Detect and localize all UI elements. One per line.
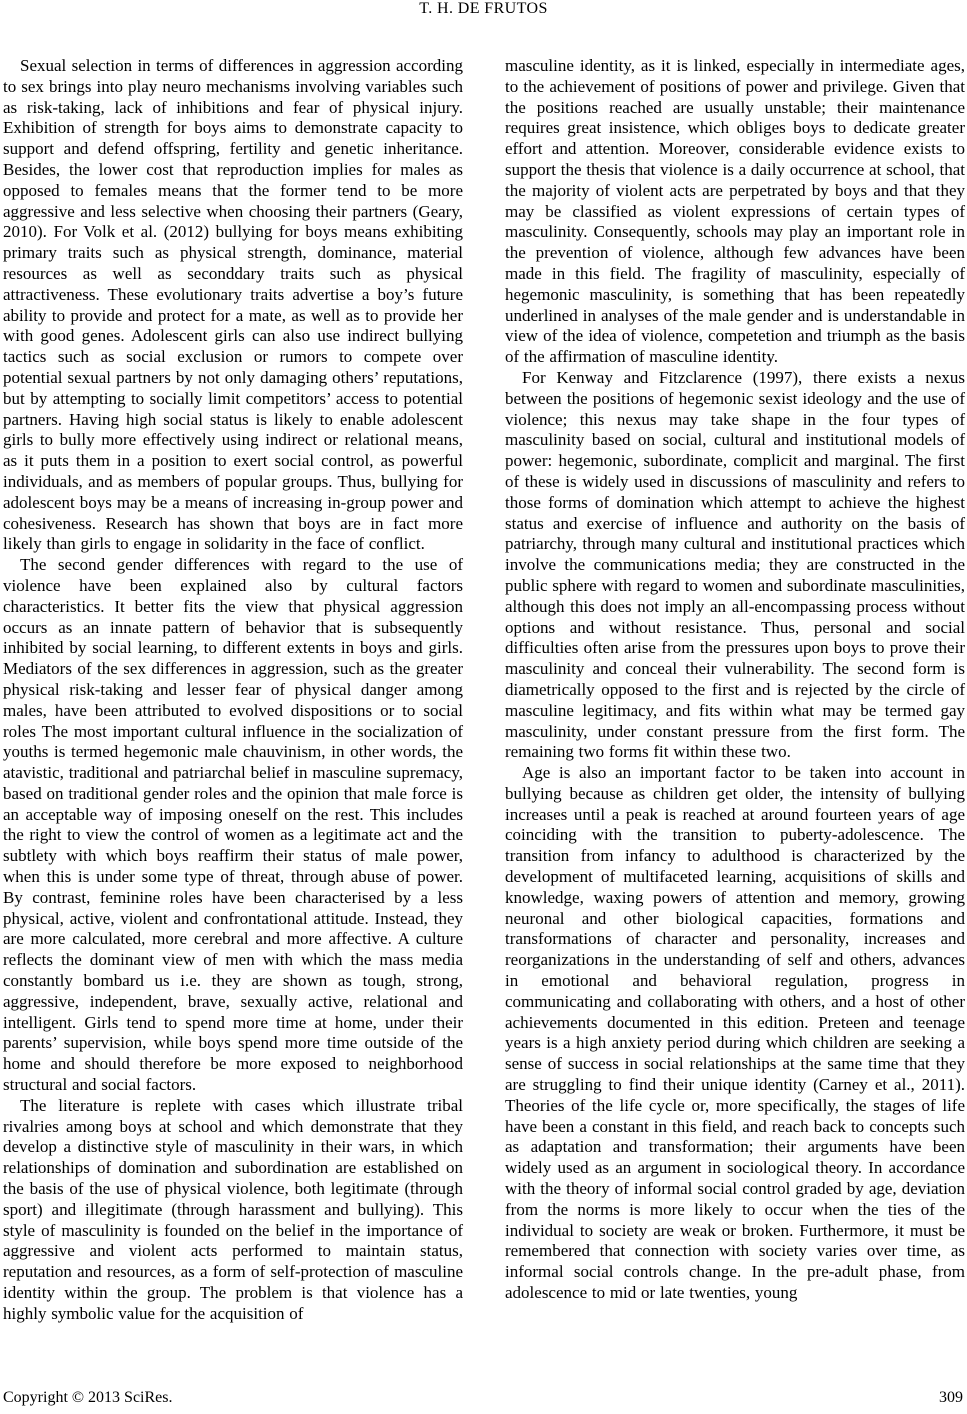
article-body — [3, 56, 965, 1325]
running-header — [0, 0, 967, 18]
paragraph-masculine-identity-continuation: masculine identity, as it is linked, especially in intermediate ages, to the achievement of positions of power and privilege. Given that the positions reached are usually unstable; their maintenance requires great insistence, which obliges boys to dedicate greater effort and attention. Moreover, considerable evidence exists to support the thesis that violence is a daily occurrence at school, that the majority of violent acts are perpetrated by boys and that they may be classified as violent expressions of certain types of masculinity. Consequently, schools may play an important role in the prevention of violence, although few advances have been made in this field. The fragility of masculinity, especially of hegemonic masculinity, is something that has been repeatedly underlined in analyses of the male gender and is understandable in view of the idea of violence, competetion and triumph as the basis of the affirmation of masculine identity. — [505, 56, 965, 367]
page-number: 309 — [939, 1389, 963, 1406]
copyright-notice: Copyright © 2013 SciRes. — [3, 1389, 173, 1406]
running-header-text: T. H. DE FRUTOS — [419, 0, 548, 17]
column-right — [505, 56, 965, 1304]
paragraph-age-factor: Age is also an important factor to be taken into account in bullying because as children get older, the intensity of bullying increases until a peak is reached at around fourteen years of age coinciding with the transition to puberty-adolescence. The transition from infancy to adulthood is characterized by the development of multifaceted learning, acquisitions of skills and knowledge, waxing powers of attention and memory, growing neuronal and other biological capacities, formations and transformations of character and personality, increases and reorganizations in the understanding of self and others, advances in emotional and behavioral regulation, progress in communicating and collaborating with others, and a host of other achievements documented in this edition. Preteen and teenage years is a high anxiety period during which children are seeking a sense of success in social relationships at the same time that they are struggling to find their unique identity (Carney et al., 2011). Theories of the life cycle or, more specifically, the stages of life have been a constant in this field, and reach back to concepts such as adaptation and transformation; their arguments have been widely used as an argument in sociological theory. In accordance with the theory of informal social control graded by age, deviation from the norms is more likely to occur when the ties of the individual to society are weak or broken. Furthermore, it must be remembered that connection with society varies over time, as informal social controls change. In the pre-adult phase, from adolescence to mid or late twenties, young — [505, 763, 965, 1303]
page-footer — [3, 1389, 963, 1407]
paragraph-sexual-selection: Sexual selection in terms of differences in aggression according to sex brings into play neuro mechanisms involving variables such as risk-taking, lack of inhibitions and fear of physical injury. Exhibition of strength for boys aims to demonstrate capacity to support and defend offspring, fertility and genetic inheritance. Besides, the lower cost that reproduction implies for males as opposed to females means that the former tend to be more aggressive and less selective when choosing their partners (Geary, 2010). For Volk et al. (2012) bullying for boys means exhibiting primary traits such as physical strength, dominance, material resources as well as seconddary traits such as physical attractiveness. These evolutionary traits advertise a boy’s future ability to provide and protect for a mate, as well as to provide her with good genes. Adolescent girls can also use indirect bullying tactics such as social exclusion or rumors to compete over potential sexual partners by not only damaging others’ reputations, but by attempting to socially limit competitors’ access to potential partners. Having high social status is likely to enable adolescent girls to bully more effectively using indirect or relational means, as it puts them in a position to exert social control, as powerful individuals, and as members of popular groups. Thus, bullying for adolescent boys may be a means of increasing in-group power and cohesiveness. Research has shown that boys are in fact more likely than girls to engage in solidarity in the face of conflict. — [3, 56, 463, 554]
paragraph-kenway-fitzclarence: For Kenway and Fitzclarence (1997), there exists a nexus between the positions of hegemonic sexist ideology and the use of violence; this nexus may take shape in the four types of masculinity based on social, cultural and institutional models of power: hegemonic, subordinate, complicit and marginal. The first of these is widely used in discussions of masculinity and refers to those forms of domination which attempt to achieve the highest status and exercise of influence and authority on the basis of patriarchy, through many cultural and institutional practices which involve the communications media; they are constructed in the public sphere with regard to women and subordinate masculinities, although this does not imply an all-encompassing process without options and without resistance. Thus, personal and social difficulties often arise from the pressures upon boys to prove their masculinity and conceal their vulnerability. The second form is diametrically opposed to the first and is rejected by the circle of masculine legitimacy, and fits within what may be termed gay masculinity, under constant pressure from the first form. The remaining two forms fit within these two. — [505, 367, 965, 762]
paragraph-gender-differences: The second gender differences with regard to the use of violence have been explained also by cultural factors characteristics. It better fits the view that physical aggression occurs as an innate pattern of behavior that is subsequently inhibited by social learning, to different extents in boys and girls. Mediators of the sex differences in aggression, such as the greater physical risk-taking and lesser fear of physical danger among males, have been attributed to evolved dispositions or to social roles The most important cultural influence in the socialization of youths is termed hegemonic male chauvinism, in other words, the atavistic, traditional and patriarchal belief in masculine supremacy, based on traditional gender roles and the opinion that male force is an acceptable way of imposing oneself on the rest. This includes the right to view the control of women as a legitimate act and the subtlety with which boys reaffirm their status of male power, when this is under some type of threat, through abuse of power. By contrast, feminine roles have been characterised by a less physical, active, violent and confrontational attitude. Instead, they are more calculated, more cerebral and more affective. A culture reflects the dominant view of men with which the mass media constantly bombard us i.e. they are shown as tough, strong, aggressive, independent, brave, sexually active, relational and intelligent. Girls tend to spend more time at home, under their parents’ supervision, while boys spend more time outside of the home and should therefore be more exposed to neighborhood structural and social factors. — [3, 555, 463, 1095]
column-left — [3, 56, 463, 1325]
paragraph-tribal-rivalries: The literature is replete with cases which illustrate tribal rivalries among boys at school and which demonstrate that they develop a distinctive style of masculinity in their wars, in which relationships of domination and subordination are established on the basis of the use of physical violence, both legitimate (through sport) and illegitimate (through harassment and bullying). This style of masculinity is founded on the belief in the importance of aggressive and violent acts performed to maintain status, reputation and resources, as a form of self-protection of masculine identity within the group. The problem is that violence has a highly symbolic value for the acquisition of — [3, 1095, 463, 1323]
